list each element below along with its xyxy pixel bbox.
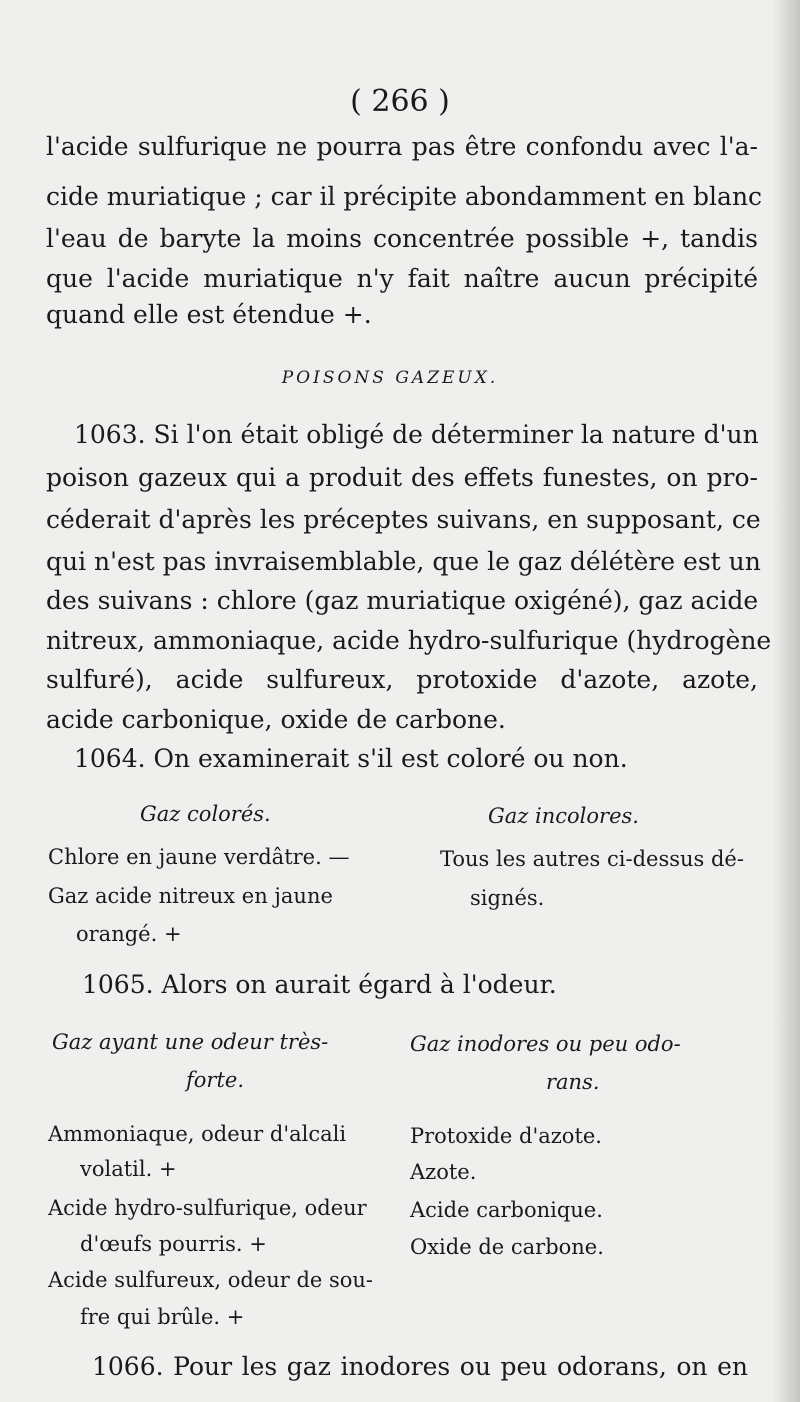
- table-2-right-line: Oxide de carbone.: [410, 1235, 604, 1259]
- paragraph-1063-line: acide carbonique, oxide de carbone.: [46, 705, 506, 734]
- intro-line: l'acide sulfurique ne pourra pas être confondu avec l'a-: [46, 132, 758, 161]
- paragraph-1065: 1065. Alors on aurait égard à l'odeur.: [82, 970, 557, 999]
- intro-line: l'eau de baryte la moins concentrée possible +, tandis: [46, 224, 758, 253]
- table-2-left-line: Acide sulfureux, odeur de sou-: [48, 1268, 374, 1292]
- paragraph-1063-line: qui n'est pas invraisemblable, que le gaz délétère est un: [46, 547, 761, 576]
- paragraph-1066: 1066. Pour les gaz inodores ou peu odorans, on en: [92, 1352, 748, 1381]
- table-2-left-line: volatil. +: [80, 1157, 177, 1181]
- section-heading: POISONS GAZEUX.: [281, 368, 499, 388]
- paragraph-1063-line: poison gazeux qui a produit des effets funestes, on pro-: [46, 463, 758, 492]
- table-1-right-line: Tous les autres ci-dessus dé-: [440, 847, 744, 871]
- table-2-right-heading: Gaz inodores ou peu odo-: [410, 1032, 681, 1056]
- paragraph-1063-line: sulfuré), acide sulfureux, protoxide d'azote, azote,: [46, 665, 758, 694]
- intro-line: quand elle est étendue +.: [46, 300, 372, 329]
- table-1-right-heading: Gaz incolores.: [488, 804, 639, 828]
- table-2-right-line: Protoxide d'azote.: [410, 1124, 602, 1148]
- table-1-left-heading: Gaz colorés.: [140, 802, 271, 826]
- table-1-left-line: Gaz acide nitreux en jaune: [48, 884, 333, 908]
- table-2-right-line: Acide carbonique.: [410, 1198, 603, 1222]
- table-1-right-line: signés.: [470, 886, 545, 910]
- table-2-left-line: Acide hydro-sulfurique, odeur: [48, 1196, 367, 1220]
- table-2-left-line: fre qui brûle. +: [80, 1305, 245, 1329]
- table-2-right-line: Azote.: [410, 1160, 477, 1184]
- paragraph-1063-line: des suivans : chlore (gaz muriatique oxigéné), gaz acide: [46, 586, 759, 615]
- paragraph-1063-line: nitreux, ammoniaque, acide hydro-sulfurique (hydrogène: [46, 626, 772, 655]
- paragraph-1063-line: 1063. Si l'on était obligé de déterminer la nature d'un: [74, 420, 759, 449]
- table-1-left-line: Chlore en jaune verdâtre. —: [48, 845, 350, 869]
- intro-line: cide muriatique ; car il précipite abondamment en blanc: [46, 182, 763, 211]
- table-2-left-line: d'œufs pourris. +: [80, 1232, 267, 1256]
- page-edge-shadow: [772, 0, 800, 1402]
- table-2-left-line: Ammoniaque, odeur d'alcali: [48, 1122, 347, 1146]
- intro-line: que l'acide muriatique n'y fait naître aucun précipité: [46, 264, 758, 293]
- paragraph-1064: 1064. On examinerait s'il est coloré ou non.: [74, 744, 628, 773]
- page-number: ( 266 ): [350, 84, 450, 119]
- table-2-right-heading: rans.: [546, 1070, 600, 1094]
- table-2-left-heading: Gaz ayant une odeur très-: [52, 1030, 329, 1054]
- table-2-left-heading: forte.: [186, 1068, 244, 1092]
- paragraph-1063-line: céderait d'après les préceptes suivans, en supposant, ce: [46, 505, 761, 534]
- table-1-left-line: orangé. +: [76, 922, 182, 946]
